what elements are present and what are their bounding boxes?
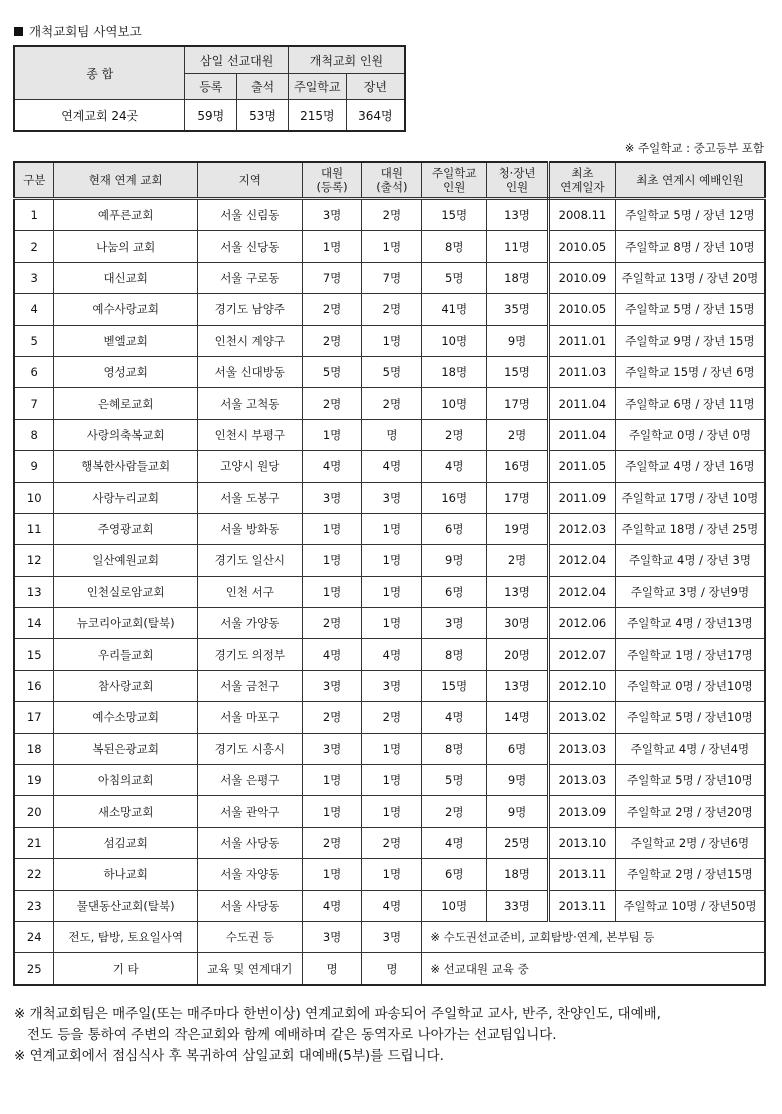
initial-attendance: 주일학교 4명 / 장년4명 bbox=[615, 733, 765, 764]
members-attending: 3명 bbox=[362, 482, 422, 513]
column-header: 구분 bbox=[14, 162, 54, 199]
members-attending: 1명 bbox=[362, 545, 422, 576]
first-link-date: 2013.03 bbox=[548, 765, 615, 796]
region: 서울 신대방동 bbox=[197, 356, 302, 387]
row-number: 4 bbox=[14, 294, 54, 325]
members-registered: 2명 bbox=[302, 294, 362, 325]
row-number: 15 bbox=[14, 639, 54, 670]
members-attending: 3명 bbox=[362, 670, 422, 701]
sunday-school-count: 15명 bbox=[422, 199, 487, 231]
region: 고양시 원당 bbox=[197, 451, 302, 482]
members-attending: 1명 bbox=[362, 765, 422, 796]
church-name: 은혜로교회 bbox=[54, 388, 198, 419]
initial-attendance: 주일학교 0명 / 장년 0명 bbox=[615, 419, 765, 450]
region: 수도권 등 bbox=[197, 921, 302, 952]
sunday-school-count: 6명 bbox=[422, 513, 487, 544]
row-number: 1 bbox=[14, 199, 54, 231]
members-registered: 1명 bbox=[302, 765, 362, 796]
adult-count: 9명 bbox=[487, 796, 549, 827]
members-registered: 2명 bbox=[302, 702, 362, 733]
region: 경기도 일산시 bbox=[197, 545, 302, 576]
church-name: 예수소망교회 bbox=[54, 702, 198, 733]
table-row bbox=[14, 608, 765, 639]
first-link-date: 2013.10 bbox=[548, 827, 615, 858]
initial-attendance: 주일학교 3명 / 장년9명 bbox=[615, 576, 765, 607]
members-registered: 4명 bbox=[302, 639, 362, 670]
sunday-school-count: 6명 bbox=[422, 859, 487, 890]
first-link-date: 2013.09 bbox=[548, 796, 615, 827]
sunday-school-count: 4명 bbox=[422, 827, 487, 858]
region: 인천시 계양구 bbox=[197, 325, 302, 356]
first-link-date: 2013.02 bbox=[548, 702, 615, 733]
members-registered: 7명 bbox=[302, 262, 362, 293]
summary-row-label: 연계교회 24곳 bbox=[14, 100, 185, 132]
row-number: 10 bbox=[14, 482, 54, 513]
row-number: 17 bbox=[14, 702, 54, 733]
members-attending: 1명 bbox=[362, 513, 422, 544]
row-number: 13 bbox=[14, 576, 54, 607]
church-name: 예수사랑교회 bbox=[54, 294, 198, 325]
row-number: 5 bbox=[14, 325, 54, 356]
column-header: 주일학교 인원 bbox=[422, 162, 487, 199]
column-header: 최초 연계시 예배인원 bbox=[615, 162, 765, 199]
first-link-date: 2011.04 bbox=[548, 388, 615, 419]
church-name: 복된은광교회 bbox=[54, 733, 198, 764]
initial-attendance: 주일학교 2명 / 장년6명 bbox=[615, 827, 765, 858]
region: 서울 사당동 bbox=[197, 827, 302, 858]
initial-attendance: 주일학교 1명 / 장년17명 bbox=[615, 639, 765, 670]
row-number: 11 bbox=[14, 513, 54, 544]
table-row bbox=[14, 859, 765, 890]
church-name: 인천실로암교회 bbox=[54, 576, 198, 607]
members-attending: 1명 bbox=[362, 608, 422, 639]
region: 서울 금천구 bbox=[197, 670, 302, 701]
members-attending: 명 bbox=[362, 419, 422, 450]
members-attending: 5명 bbox=[362, 356, 422, 387]
row-number: 25 bbox=[14, 953, 54, 985]
region: 인천시 부평구 bbox=[197, 419, 302, 450]
row-number: 8 bbox=[14, 419, 54, 450]
first-link-date: 2012.10 bbox=[548, 670, 615, 701]
church-name: 행복한사람들교회 bbox=[54, 451, 198, 482]
initial-attendance: 주일학교 4명 / 장년 3명 bbox=[615, 545, 765, 576]
adult-count: 17명 bbox=[487, 482, 549, 513]
members-attending: 1명 bbox=[362, 576, 422, 607]
sunday-school-count: 9명 bbox=[422, 545, 487, 576]
initial-attendance: 주일학교 5명 / 장년10명 bbox=[615, 702, 765, 733]
sunday-school-count: 10명 bbox=[422, 325, 487, 356]
region: 서울 방화동 bbox=[197, 513, 302, 544]
church-name: 우리들교회 bbox=[54, 639, 198, 670]
sunday-school-count: 10명 bbox=[422, 388, 487, 419]
summary-value: 59명 bbox=[185, 100, 237, 132]
initial-attendance: 주일학교 10명 / 장년50명 bbox=[615, 890, 765, 921]
column-header: 최초 연계일자 bbox=[548, 162, 615, 199]
table-row bbox=[14, 796, 765, 827]
sunday-school-note: ※ 주일학교 : 중고등부 포함 bbox=[624, 141, 764, 155]
sunday-school-count: 4명 bbox=[422, 451, 487, 482]
adult-count: 13명 bbox=[487, 670, 549, 701]
first-link-date: 2011.01 bbox=[548, 325, 615, 356]
sunday-school-count: 2명 bbox=[422, 796, 487, 827]
adult-count: 2명 bbox=[487, 545, 549, 576]
initial-attendance: 주일학교 2명 / 장년20명 bbox=[615, 796, 765, 827]
members-attending: 2명 bbox=[362, 388, 422, 419]
row-note: ※ 선교대원 교육 중 bbox=[422, 953, 765, 985]
adult-count: 19명 bbox=[487, 513, 549, 544]
members-registered: 4명 bbox=[302, 890, 362, 921]
footnote: 전도 등을 통하여 주변의 작은교회와 함께 예배하며 같은 동역자로 나아가는 선교팀입니다. bbox=[14, 1027, 557, 1043]
table-row bbox=[14, 294, 765, 325]
church-name: 주영광교회 bbox=[54, 513, 198, 544]
sunday-school-count: 3명 bbox=[422, 608, 487, 639]
initial-attendance: 주일학교 13명 / 장년 20명 bbox=[615, 262, 765, 293]
adult-count: 30명 bbox=[487, 608, 549, 639]
first-link-date: 2011.09 bbox=[548, 482, 615, 513]
church-name: 뉴코리아교회(탈북) bbox=[54, 608, 198, 639]
table-row bbox=[14, 670, 765, 701]
table-body bbox=[14, 199, 765, 985]
first-link-date: 2008.11 bbox=[548, 199, 615, 231]
members-registered: 1명 bbox=[302, 796, 362, 827]
table-row bbox=[14, 262, 765, 293]
region: 서울 관악구 bbox=[197, 796, 302, 827]
row-number: 22 bbox=[14, 859, 54, 890]
members-attending: 명 bbox=[362, 953, 422, 985]
table-row bbox=[14, 702, 765, 733]
initial-attendance: 주일학교 4명 / 장년13명 bbox=[615, 608, 765, 639]
first-link-date: 2011.03 bbox=[548, 356, 615, 387]
region: 서울 사당동 bbox=[197, 890, 302, 921]
table-row bbox=[14, 231, 765, 262]
sunday-school-count: 4명 bbox=[422, 702, 487, 733]
table-row bbox=[14, 827, 765, 858]
initial-attendance: 주일학교 8명 / 장년 10명 bbox=[615, 231, 765, 262]
summary-sub-header: 주일학교 bbox=[288, 74, 346, 100]
adult-count: 33명 bbox=[487, 890, 549, 921]
first-link-date: 2010.05 bbox=[548, 231, 615, 262]
sunday-school-count: 8명 bbox=[422, 231, 487, 262]
adult-count: 9명 bbox=[487, 765, 549, 796]
row-number: 20 bbox=[14, 796, 54, 827]
initial-attendance: 주일학교 9명 / 장년 15명 bbox=[615, 325, 765, 356]
sunday-school-count: 8명 bbox=[422, 639, 487, 670]
sunday-school-count: 6명 bbox=[422, 576, 487, 607]
church-name: 예푸른교회 bbox=[54, 199, 198, 231]
initial-attendance: 주일학교 2명 / 장년15명 bbox=[615, 859, 765, 890]
table-row bbox=[14, 325, 765, 356]
summary-group-church-members: 개척교회 인원 bbox=[288, 46, 405, 74]
initial-attendance: 주일학교 18명 / 장년 25명 bbox=[615, 513, 765, 544]
members-attending: 2명 bbox=[362, 199, 422, 231]
region: 경기도 남양주 bbox=[197, 294, 302, 325]
church-name: 나눔의 교회 bbox=[54, 231, 198, 262]
summary-sub-header: 출석 bbox=[237, 74, 289, 100]
table-row bbox=[14, 482, 765, 513]
region: 서울 가양동 bbox=[197, 608, 302, 639]
members-registered: 1명 bbox=[302, 513, 362, 544]
sunday-school-count: 41명 bbox=[422, 294, 487, 325]
initial-attendance: 주일학교 5명 / 장년 12명 bbox=[615, 199, 765, 231]
sunday-school-count: 2명 bbox=[422, 419, 487, 450]
adult-count: 35명 bbox=[487, 294, 549, 325]
sunday-school-count: 10명 bbox=[422, 890, 487, 921]
summary-value: 53명 bbox=[237, 100, 289, 132]
members-registered: 3명 bbox=[302, 482, 362, 513]
table-header-row bbox=[14, 162, 765, 199]
adult-count: 14명 bbox=[487, 702, 549, 733]
footnote: ※ 개척교회팀은 매주일(또는 매주마다 한번이상) 연계교회에 파송되어 주일학교 교사, 반주, 찬양인도, 대예배, bbox=[14, 1006, 661, 1022]
members-registered: 2명 bbox=[302, 827, 362, 858]
members-attending: 1명 bbox=[362, 733, 422, 764]
members-attending: 2명 bbox=[362, 294, 422, 325]
table-row bbox=[14, 451, 765, 482]
row-number: 16 bbox=[14, 670, 54, 701]
first-link-date: 2012.04 bbox=[548, 545, 615, 576]
adult-count: 15명 bbox=[487, 356, 549, 387]
table-row bbox=[14, 419, 765, 450]
members-attending: 4명 bbox=[362, 639, 422, 670]
adult-count: 2명 bbox=[487, 419, 549, 450]
sunday-school-count: 5명 bbox=[422, 262, 487, 293]
sunday-school-count: 5명 bbox=[422, 765, 487, 796]
members-registered: 1명 bbox=[302, 545, 362, 576]
column-header: 대원 (출석) bbox=[362, 162, 422, 199]
church-name: 새소망교회 bbox=[54, 796, 198, 827]
footnote: ※ 연계교회에서 점심식사 후 복귀하여 삼일교회 대예배(5부)를 드립니다. bbox=[14, 1048, 444, 1064]
first-link-date: 2011.05 bbox=[548, 451, 615, 482]
adult-count: 11명 bbox=[487, 231, 549, 262]
church-name: 물댄동산교회(탈북) bbox=[54, 890, 198, 921]
table-row bbox=[14, 199, 765, 231]
row-number: 9 bbox=[14, 451, 54, 482]
members-registered: 2명 bbox=[302, 388, 362, 419]
summary-group-missionaries: 삼일 선교대원 bbox=[185, 46, 289, 74]
church-name: 영성교회 bbox=[54, 356, 198, 387]
members-registered: 명 bbox=[302, 953, 362, 985]
church-name: 아침의교회 bbox=[54, 765, 198, 796]
first-link-date: 2012.06 bbox=[548, 608, 615, 639]
adult-count: 18명 bbox=[487, 262, 549, 293]
row-number: 14 bbox=[14, 608, 54, 639]
summary-sub-header: 등록 bbox=[185, 74, 237, 100]
first-link-date: 2012.07 bbox=[548, 639, 615, 670]
column-header: 현재 연계 교회 bbox=[54, 162, 198, 199]
row-number: 6 bbox=[14, 356, 54, 387]
report-title bbox=[14, 22, 142, 40]
members-attending: 1명 bbox=[362, 231, 422, 262]
church-table bbox=[13, 161, 766, 986]
region: 서울 신당동 bbox=[197, 231, 302, 262]
row-number: 7 bbox=[14, 388, 54, 419]
row-number: 24 bbox=[14, 921, 54, 952]
initial-attendance: 주일학교 17명 / 장년 10명 bbox=[615, 482, 765, 513]
members-registered: 4명 bbox=[302, 451, 362, 482]
members-attending: 4명 bbox=[362, 451, 422, 482]
members-registered: 1명 bbox=[302, 231, 362, 262]
church-name: 참사랑교회 bbox=[54, 670, 198, 701]
initial-attendance: 주일학교 15명 / 장년 6명 bbox=[615, 356, 765, 387]
first-link-date: 2013.11 bbox=[548, 890, 615, 921]
members-attending: 2명 bbox=[362, 827, 422, 858]
table-row bbox=[14, 921, 765, 952]
first-link-date: 2013.03 bbox=[548, 733, 615, 764]
first-link-date: 2013.11 bbox=[548, 859, 615, 890]
members-registered: 3명 bbox=[302, 921, 362, 952]
sunday-school-count: 15명 bbox=[422, 670, 487, 701]
summary-total-header: 종 합 bbox=[14, 46, 185, 100]
table-row bbox=[14, 765, 765, 796]
row-number: 12 bbox=[14, 545, 54, 576]
adult-count: 25명 bbox=[487, 827, 549, 858]
table-row bbox=[14, 953, 765, 985]
table-row bbox=[14, 388, 765, 419]
table-row bbox=[14, 545, 765, 576]
members-attending: 1명 bbox=[362, 859, 422, 890]
church-name: 기 타 bbox=[54, 953, 198, 985]
summary-sub-header: 장년 bbox=[346, 74, 405, 100]
church-name: 섬김교회 bbox=[54, 827, 198, 858]
summary-value: 215명 bbox=[288, 100, 346, 132]
first-link-date: 2011.04 bbox=[548, 419, 615, 450]
sunday-school-count: 8명 bbox=[422, 733, 487, 764]
row-number: 21 bbox=[14, 827, 54, 858]
members-attending: 4명 bbox=[362, 890, 422, 921]
row-number: 23 bbox=[14, 890, 54, 921]
region: 서울 은평구 bbox=[197, 765, 302, 796]
table-row bbox=[14, 890, 765, 921]
region: 서울 구로동 bbox=[197, 262, 302, 293]
members-attending: 7명 bbox=[362, 262, 422, 293]
members-registered: 1명 bbox=[302, 576, 362, 607]
church-name: 사랑의축복교회 bbox=[54, 419, 198, 450]
church-name: 일산예원교회 bbox=[54, 545, 198, 576]
region: 서울 신림동 bbox=[197, 199, 302, 231]
first-link-date: 2012.04 bbox=[548, 576, 615, 607]
members-attending: 1명 bbox=[362, 796, 422, 827]
church-name: 하나교회 bbox=[54, 859, 198, 890]
church-name: 사랑누리교회 bbox=[54, 482, 198, 513]
initial-attendance: 주일학교 0명 / 장년10명 bbox=[615, 670, 765, 701]
region: 서울 고척동 bbox=[197, 388, 302, 419]
table-row bbox=[14, 733, 765, 764]
table-row bbox=[14, 576, 765, 607]
table-row bbox=[14, 639, 765, 670]
table-row bbox=[14, 513, 765, 544]
members-registered: 1명 bbox=[302, 859, 362, 890]
row-note: ※ 수도권선교준비, 교회탐방·연계, 본부팀 등 bbox=[422, 921, 765, 952]
initial-attendance: 주일학교 6명 / 장년 11명 bbox=[615, 388, 765, 419]
adult-count: 13명 bbox=[487, 576, 549, 607]
members-attending: 1명 bbox=[362, 325, 422, 356]
square-bullet-icon bbox=[14, 27, 23, 36]
members-registered: 2명 bbox=[302, 325, 362, 356]
church-name: 벧엘교회 bbox=[54, 325, 198, 356]
first-link-date: 2012.03 bbox=[548, 513, 615, 544]
column-header: 청·장년 인원 bbox=[487, 162, 549, 199]
members-attending: 3명 bbox=[362, 921, 422, 952]
first-link-date: 2010.09 bbox=[548, 262, 615, 293]
first-link-date: 2010.05 bbox=[548, 294, 615, 325]
members-registered: 1명 bbox=[302, 419, 362, 450]
region: 교육 및 연계대기 bbox=[197, 953, 302, 985]
members-registered: 3명 bbox=[302, 199, 362, 231]
report-title-text: 개척교회팀 사역보고 bbox=[29, 24, 142, 39]
church-name: 대신교회 bbox=[54, 262, 198, 293]
region: 서울 자양동 bbox=[197, 859, 302, 890]
region: 인천 서구 bbox=[197, 576, 302, 607]
initial-attendance: 주일학교 5명 / 장년10명 bbox=[615, 765, 765, 796]
adult-count: 16명 bbox=[487, 451, 549, 482]
summary-table bbox=[13, 45, 406, 132]
members-attending: 2명 bbox=[362, 702, 422, 733]
summary-value: 364명 bbox=[346, 100, 405, 132]
adult-count: 18명 bbox=[487, 859, 549, 890]
column-header: 대원 (등록) bbox=[302, 162, 362, 199]
row-number: 18 bbox=[14, 733, 54, 764]
row-number: 19 bbox=[14, 765, 54, 796]
adult-count: 13명 bbox=[487, 199, 549, 231]
region: 경기도 시흥시 bbox=[197, 733, 302, 764]
adult-count: 9명 bbox=[487, 325, 549, 356]
initial-attendance: 주일학교 4명 / 장년 16명 bbox=[615, 451, 765, 482]
sunday-school-count: 18명 bbox=[422, 356, 487, 387]
adult-count: 6명 bbox=[487, 733, 549, 764]
members-registered: 3명 bbox=[302, 733, 362, 764]
members-registered: 5명 bbox=[302, 356, 362, 387]
members-registered: 3명 bbox=[302, 670, 362, 701]
adult-count: 17명 bbox=[487, 388, 549, 419]
church-name: 전도, 탐방, 토요일사역 bbox=[54, 921, 198, 952]
region: 경기도 의정부 bbox=[197, 639, 302, 670]
region: 서울 마포구 bbox=[197, 702, 302, 733]
adult-count: 20명 bbox=[487, 639, 549, 670]
column-header: 지역 bbox=[197, 162, 302, 199]
table-row bbox=[14, 356, 765, 387]
row-number: 2 bbox=[14, 231, 54, 262]
initial-attendance: 주일학교 5명 / 장년 15명 bbox=[615, 294, 765, 325]
footnotes bbox=[14, 1004, 661, 1067]
sunday-school-count: 16명 bbox=[422, 482, 487, 513]
members-registered: 2명 bbox=[302, 608, 362, 639]
region: 서울 도봉구 bbox=[197, 482, 302, 513]
row-number: 3 bbox=[14, 262, 54, 293]
